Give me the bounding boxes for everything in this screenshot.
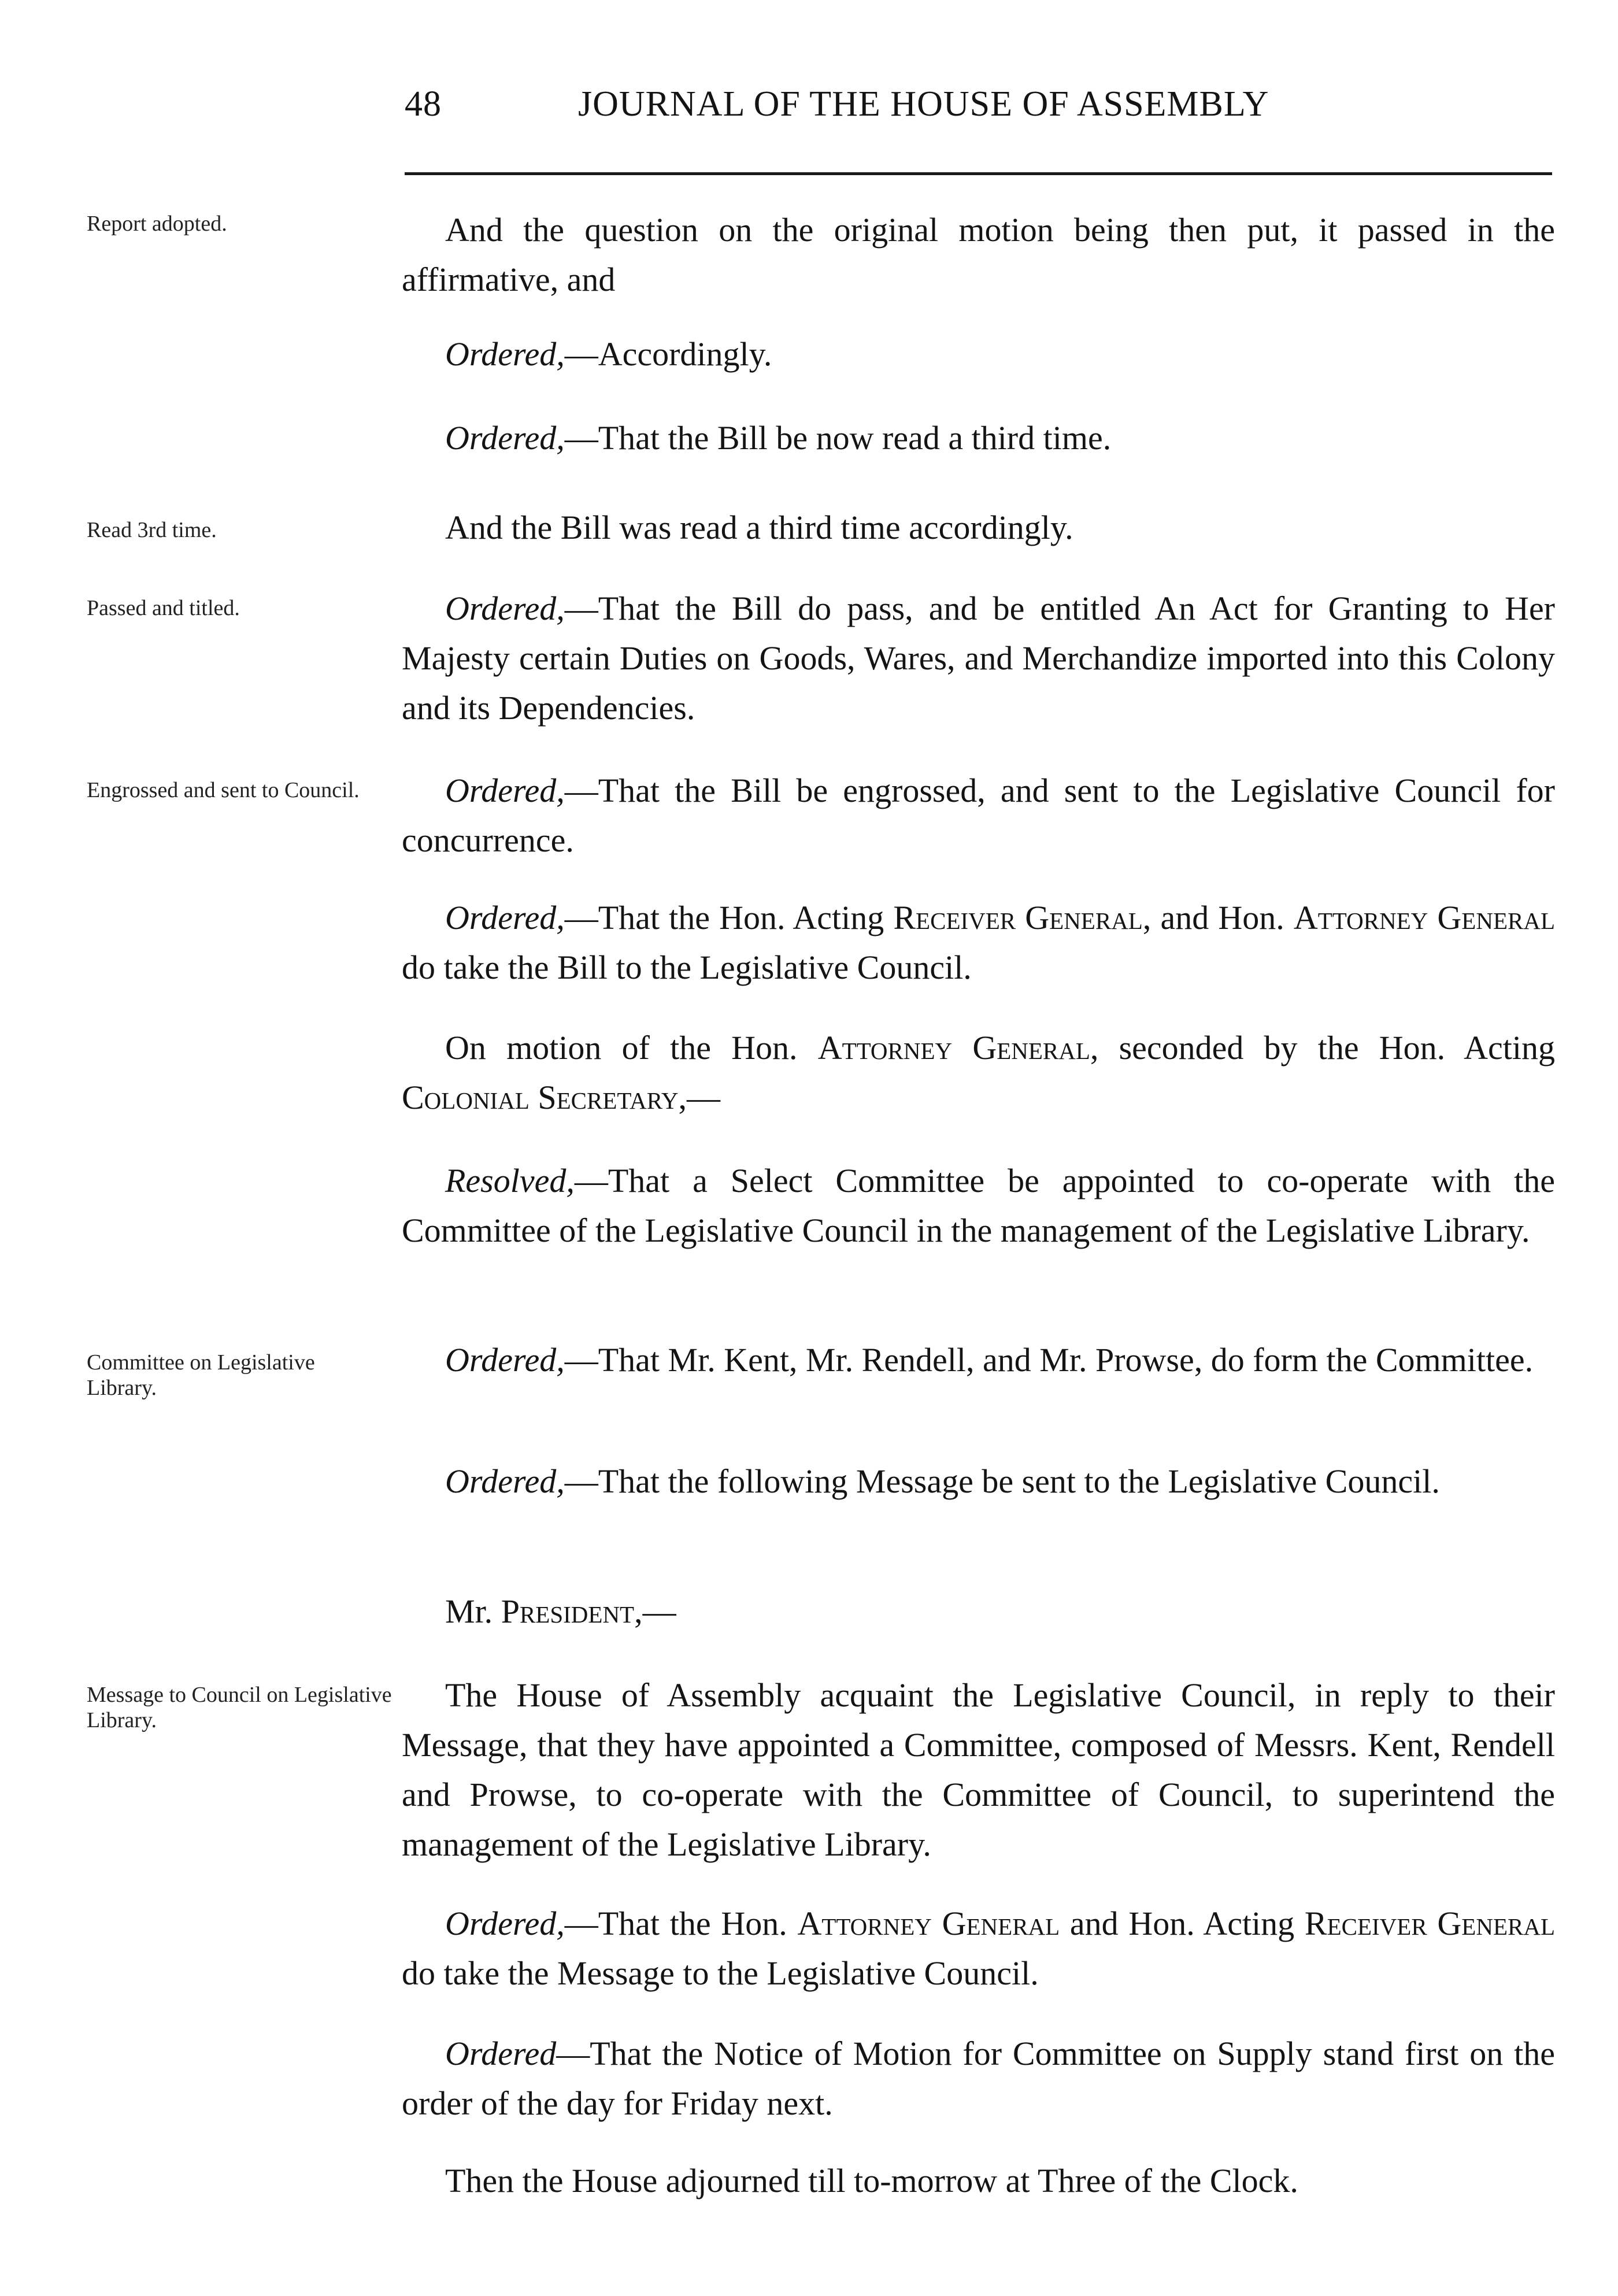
paragraph-text: ,— [678, 1079, 720, 1116]
paragraph-adjourned [402, 2156, 1555, 2206]
paragraph-ordered-committee [402, 1335, 1555, 1385]
ordered-lead: Ordered, [445, 335, 565, 373]
ordered-lead: Ordered, [445, 772, 565, 809]
resolved-lead: Resolved, [445, 1162, 575, 1199]
paragraph-text: Then the House adjourned till to-morrow at Three of the Clock. [445, 2162, 1298, 2199]
paragraph-text: —That the following Message be sent to the Legislative Council. [564, 1462, 1440, 1500]
paragraph-ordered-third-time [402, 413, 1555, 463]
paragraph-message-text [402, 1671, 1555, 1869]
paragraph-text: On motion of the Hon. [445, 1029, 818, 1066]
ordered-lead: Ordered, [445, 899, 565, 936]
paragraph-text: —That the Bill be engrossed, and sent to the Legislative Council for concurrence. [402, 772, 1555, 859]
office-name: Receiver General [893, 899, 1143, 936]
paragraph-text: And the question on the original motion being then put, it passed in the affirmative, and [402, 211, 1555, 298]
paragraph-text: —That Mr. Kent, Mr. Rendell, and Mr. Prowse, do form the Committee. [564, 1341, 1534, 1379]
paragraph-text: —Accordingly. [564, 335, 772, 373]
paragraph-text: —That the Hon. [564, 1905, 798, 1942]
paragraph-on-motion [402, 1023, 1555, 1123]
paragraph-text: —That the Notice of Motion for Committee on Supply stand first on the order of the day for Friday next. [402, 2035, 1555, 2122]
ordered-lead: Ordered, [445, 590, 565, 627]
margin-note-passed-titled: Passed and titled. [87, 596, 240, 620]
office-name: Attorney General [817, 1029, 1090, 1066]
paragraph-mr-president [402, 1587, 1555, 1636]
paragraph-text: —That the Hon. Acting [564, 899, 894, 936]
ordered-lead: Ordered, [445, 1341, 565, 1379]
office-name: Attorney General [1293, 899, 1555, 936]
page-number: 48 [405, 84, 442, 124]
paragraph-read-third-time [402, 503, 1555, 553]
office-name: Receiver General [1304, 1905, 1555, 1942]
paragraph-text: —That a Select Committee be appointed to co-operate with the Committee of the Legislative Council in the management of the Legislative Library. [402, 1162, 1555, 1249]
paragraph-text: do take the Message to the Legislative Council. [402, 1954, 1039, 1992]
paragraph-resolved [402, 1156, 1555, 1256]
ordered-lead: Ordered, [445, 1905, 565, 1942]
paragraph-ordered-notice [402, 2029, 1555, 2128]
paragraph-text: do take the Bill to the Legislative Council. [402, 949, 972, 986]
paragraph-text: , and Hon. [1142, 899, 1294, 936]
paragraph-ordered-engrossed [402, 766, 1555, 865]
paragraph-text: And the Bill was read a third time accordingly. [445, 509, 1073, 546]
running-title: JOURNAL OF THE HOUSE OF ASSEMBLY [578, 84, 1269, 124]
margin-note-report-adopted: Report adopted. [87, 212, 227, 236]
ordered-lead: Ordered [445, 2035, 557, 2072]
paragraph-ordered-take-bill [402, 893, 1555, 993]
paragraph-question-put [402, 205, 1555, 305]
margin-note-message-council: Message to Council on Legislative Library. [87, 1683, 392, 1732]
ordered-lead: Ordered, [445, 419, 565, 457]
paragraph-ordered-message [402, 1457, 1555, 1506]
paragraph-text: —That the Bill do pass, and be entitled An Act for Granting to Her Majesty certain Duties on Goods, Wares, and Merchandize imported into this Colony and its Dependencies. [402, 590, 1555, 727]
ordered-lead: Ordered, [445, 1462, 565, 1500]
paragraph-text: Mr. [445, 1593, 501, 1630]
margin-note-engrossed: Engrossed and sent to Council. [87, 778, 360, 802]
paragraph-text: The House of Assembly acquaint the Legislative Council, in reply to their Message, that they have appointed a Committee, composed of Messrs. Kent, Rendell and Prowse, to co-operate with the Committee of Council, to superintend the management of the Legislative Library. [402, 1676, 1555, 1863]
office-name: Colonial Secretary [402, 1079, 679, 1116]
office-name: Attorney General [797, 1905, 1060, 1942]
margin-note-read-third: Read 3rd time. [87, 518, 217, 542]
paragraph-ordered-take-message [402, 1899, 1555, 1998]
office-name: President [501, 1593, 635, 1630]
paragraph-ordered-accordingly [402, 329, 1555, 379]
paragraph-text: ,— [634, 1593, 676, 1630]
paragraph-text: , seconded by the Hon. Acting [1090, 1029, 1555, 1066]
paragraph-ordered-pass [402, 584, 1555, 733]
paragraph-text: —That the Bill be now read a third time. [564, 419, 1112, 457]
header-rule [405, 172, 1552, 175]
margin-note-committee-library: Committee on Legislative Library. [87, 1350, 315, 1400]
paragraph-text: and Hon. Acting [1060, 1905, 1305, 1942]
